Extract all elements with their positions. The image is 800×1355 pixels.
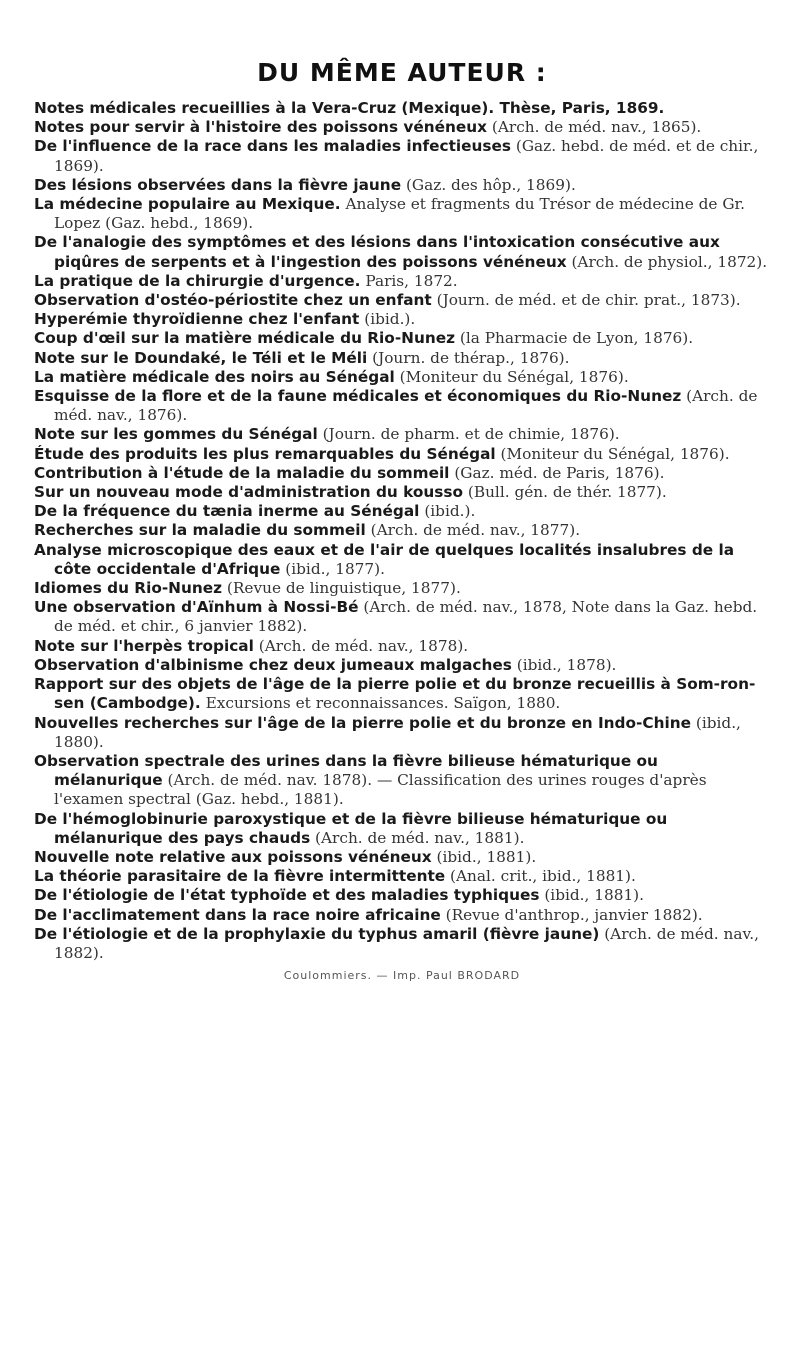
bibliography-entry <box>34 906 770 925</box>
entry-source: (ibid., 1880). <box>54 713 741 751</box>
bibliography-entry <box>34 541 770 579</box>
entry-source: Paris, 1872. <box>365 271 458 290</box>
entry-source: (Revue de linguistique, 1877). <box>226 579 461 598</box>
entry-title: Étude des produits les plus remarquables du Sénégal <box>34 444 496 463</box>
bibliography-entry <box>34 848 770 867</box>
bibliography-entry <box>34 867 770 886</box>
entry-title: Observation spectrale des urines dans la fièvre bilieuse hématurique ou mélanurique <box>34 751 658 790</box>
entry-title: Note sur les gommes du Sénégal <box>34 425 318 444</box>
entry-source: (Arch. de physiol., 1872). <box>571 252 768 271</box>
entry-title: Hyperémie thyroïdienne chez l'enfant <box>34 310 360 329</box>
entry-title: De l'hémoglobinurie paroxystique et de la fièvre bilieuse hématurique ou mélanurique des pays chauds <box>34 809 668 847</box>
entry-title: De la fréquence du tænia inerme au Sénégal <box>34 502 420 521</box>
entry-source: (Journ. de thérap., 1876). <box>372 348 570 367</box>
entry-title: Notes pour servir à l'histoire des poissons vénéneux <box>34 118 488 137</box>
entry-source: (Moniteur du Sénégal, 1876). <box>500 444 730 463</box>
printer-footer: Coulommiers. — Imp. Paul BRODARD <box>283 969 521 983</box>
bibliography-entry <box>34 656 770 675</box>
entry-source: (ibid., 1878). <box>516 655 617 674</box>
entry-source: (ibid.). <box>364 310 416 329</box>
entry-title: Note sur l'herpès tropical <box>34 636 254 655</box>
bibliography-entry <box>34 714 770 752</box>
entry-title: De l'analogie des symptômes et des lésions dans l'intoxication consécutive aux piqûres de serpents et à l'ingestion des poissons vénéneux <box>34 233 720 271</box>
entry-title: Recherches sur la maladie du sommeil <box>34 521 366 540</box>
bibliography-entry <box>34 464 770 483</box>
entry-source: (ibid.). <box>424 502 476 521</box>
bibliography-entry <box>34 349 770 368</box>
entry-source: (ibid., 1881). <box>544 886 645 905</box>
bibliography-entry <box>34 637 770 656</box>
entry-title: Une observation d'Aïnhum à Nossi-Bé <box>34 598 359 617</box>
entry-source: (Revue d'anthrop., janvier 1882). <box>445 905 703 924</box>
entry-title: De l'influence de la race dans les maladies infectieuses <box>34 137 511 156</box>
bibliography-entry <box>34 176 770 195</box>
entry-source: (Gaz. des hôp., 1869). <box>405 175 576 194</box>
bibliography-entry <box>34 233 770 271</box>
bibliography-entry <box>34 387 770 425</box>
entry-title: Note sur le Doundaké, le Téli et le Méli <box>34 348 368 367</box>
entry-source: (Moniteur du Sénégal, 1876). <box>399 367 629 386</box>
entry-title: De l'étiologie de l'état typhoïde et des maladies typhiques <box>34 886 540 905</box>
entry-title: De l'acclimatement dans la race noire africaine <box>34 905 441 924</box>
entry-title: Observation d'ostéo-périostite chez un enfant <box>34 291 432 310</box>
entry-title: De l'étiologie et de la prophylaxie du typhus amaril (fièvre jaune) <box>34 924 600 943</box>
entry-title: Observation d'albinisme chez deux jumeaux malgaches <box>34 655 512 674</box>
bibliography-entry <box>34 272 770 291</box>
bibliography-entry <box>34 521 770 540</box>
bibliography-entry <box>34 925 770 963</box>
entry-title: Rapport sur des objets de l'âge de la pierre polie et du bronze recueillis à Som-ron-sen (Cambodge). <box>34 675 756 713</box>
bibliography-entry <box>34 579 770 598</box>
bibliography-entry <box>34 118 770 137</box>
entry-title: Coup d'œil sur la matière médicale du Rio-Nunez <box>34 329 456 348</box>
bibliography-entry <box>34 752 770 810</box>
entry-source: (Gaz. hebd. de méd. et de chir., 1869). <box>54 137 759 175</box>
bibliography-entry <box>34 425 770 444</box>
bibliography-list <box>34 99 770 963</box>
entry-source: (Anal. crit., ibid., 1881). <box>450 867 636 886</box>
entry-source: (ibid., 1881). <box>436 847 537 866</box>
bibliography-entry <box>34 137 770 175</box>
page-heading: DU MÊME AUTEUR : <box>257 58 547 87</box>
bibliography-entry <box>34 291 770 310</box>
entry-title: La pratique de la chirurgie d'urgence. <box>34 271 361 290</box>
bibliography-entry <box>34 445 770 464</box>
bibliography-entry <box>34 675 770 713</box>
entry-source: (Arch. de méd. nav., 1878, Note dans la Gaz. hebd. de méd. et chir., 6 janvier 1882). <box>54 598 758 636</box>
entry-source: (Arch. de méd. nav., 1876). <box>54 387 758 425</box>
bibliography-entry <box>34 598 770 636</box>
entry-source: Excursions et reconnaissances. Saïgon, 1880. <box>205 694 561 713</box>
bibliography-entry <box>34 329 770 348</box>
entry-title: Idiomes du Rio-Nunez <box>34 579 223 598</box>
entry-title: Nouvelle note relative aux poissons vénéneux <box>34 847 432 866</box>
entry-source: (Arch. de méd. nav. 1878). — Classification des urines rouges d'après l'examen spectral (Gaz. hebd., 1881). <box>54 771 707 809</box>
bibliography-entry <box>34 502 770 521</box>
entry-source: (Arch. de méd. nav., 1865). <box>491 118 702 137</box>
entry-title: Sur un nouveau mode d'administration du kousso <box>34 483 463 502</box>
entry-title: La matière médicale des noirs au Sénégal <box>34 367 395 386</box>
entry-source: (Arch. de méd. nav., 1877). <box>370 521 581 540</box>
entry-source: Analyse et fragments du Trésor de médecine de Gr. Lopez (Gaz. hebd., 1869). <box>54 195 746 233</box>
bibliography-entry <box>34 368 770 387</box>
entry-source: (Arch. de méd. nav., 1878). <box>258 636 469 655</box>
bibliography-entry <box>34 810 770 848</box>
entry-title: Contribution à l'étude de la maladie du sommeil <box>34 463 450 482</box>
entry-source: (Arch. de méd. nav., 1881). <box>315 828 525 847</box>
entry-source: (Bull. gén. de thér. 1877). <box>467 483 667 502</box>
entry-source: (Gaz. méd. de Paris, 1876). <box>454 463 665 482</box>
bibliography-entry <box>34 195 770 233</box>
entry-title: Analyse microscopique des eaux et de l'air de quelques localités insalubres de la côte occidentale d'Afrique <box>34 540 735 578</box>
bibliography-entry <box>34 886 770 905</box>
entry-source: (ibid., 1877). <box>285 559 385 578</box>
entry-title: Esquisse de la flore et de la faune médicales et économiques du Rio-Nunez <box>34 387 682 406</box>
entry-source: (Journ. de méd. et de chir. prat., 1873). <box>436 291 741 310</box>
entry-title: La médecine populaire au Mexique. <box>34 195 341 214</box>
entry-title: Nouvelles recherches sur l'âge de la pierre polie et du bronze en Indo-Chine <box>34 713 691 732</box>
bibliography-entry <box>34 99 770 118</box>
entry-source: (Journ. de pharm. et de chimie, 1876). <box>322 425 620 444</box>
entry-title: Des lésions observées dans la fièvre jaune <box>34 175 402 194</box>
entry-title: Notes médicales recueillies à la Vera-Cruz (Mexique). Thèse, Paris, 1869. <box>34 99 665 117</box>
bibliography-entry <box>34 483 770 502</box>
entry-source: (la Pharmacie de Lyon, 1876). <box>459 329 694 348</box>
entry-title: La théorie parasitaire de la fièvre intermittente <box>34 867 446 886</box>
entry-source: (Arch. de méd. nav., 1882). <box>54 924 759 962</box>
bibliography-entry <box>34 310 770 329</box>
